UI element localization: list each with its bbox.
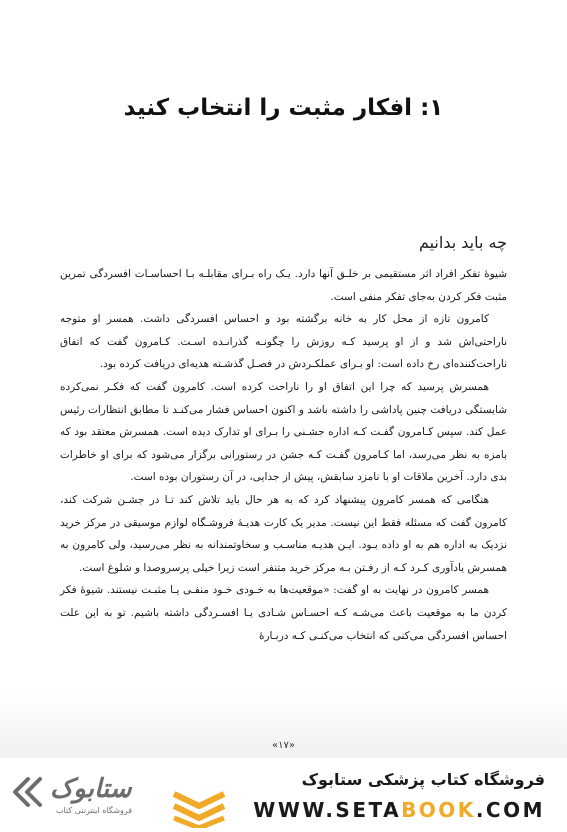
- store-url-link[interactable]: [253, 798, 545, 822]
- logo-wordmark: ستابوک: [50, 774, 132, 804]
- paragraph: همسر کامرون در نهایت به او گفت: «موقعیت‌ها به خـودی خـود منفـی یـا مثبـت نیستند. شیوهٔ فکر کردن ما به موقعیت باعث می‌شـه کـه احسـاس شـادی یـا افسـردگی داشته باشیم. تو به این علت احساس افسردگی می‌کنی که انتخاب می‌کنـی کـه دربـارهٔ: [60, 584, 507, 642]
- paragraph: شیوهٔ تفکر افراد اثر مستقیمی بر خلـق آنها دارد. یـک راه بـرای مقابلـه بـا احساسـات افسردگی تمرین مثبت فکر کردن به‌جای تفکر منفی است.: [60, 268, 507, 303]
- store-logo: [10, 772, 230, 826]
- page-number: «۱۷»: [272, 740, 295, 751]
- paragraph: کامرون تازه از محل کار به خانه برگشته بود و احساس افسردگی داشت. همسر او متوجه ناراحتی‌اش شد و از او پرسید کـه روزش را چگونـه گذرانـده اسـت. کـامرون گفت که اتفاق ناراحت‌کننده‌ای رخ داده است: او بـرای عملکـردش در فصـل گذشـته هدیه‌ای دریافت کرده بود.: [60, 313, 507, 371]
- book-logo-icon: [170, 784, 228, 828]
- store-name: فروشگاه کتاب پزشکی ستابوک: [301, 770, 545, 789]
- paragraph: هنگامی که همسر کامرون پیشنهاد کرد که به هر حال باید تلاش کند تـا در جشـن شرکت کند، کامرون گفت که مسئله فقط این نیست. مدیر یک کارت هدیـهٔ فروشـگاه لوازم موسیقی در مرکز خرید نزدیک به اداره هم به او داده بـود. ایـن هدیـه مناسـب و سخاوتمندانه به نظر می‌رسید، ولی کامرون به همسرش یادآوری کـرد کـه از رفـتن بـه مرکز خرید متنفر است زیرا خیلی پرسروصدا و شلوغ است.: [60, 493, 507, 574]
- url-accent: BOOK: [401, 798, 476, 822]
- paragraph: همسرش پرسید که چرا این اتفاق او را ناراحت کرده است. کامرون گفت که فکـر نمی‌کرده شایستگی دریافت چنین پاداشی را داشته باشد و اکنون احساس فشار می‌کنـد تا مطابق انتظارات رئیس عمل کند. سپس کـامرون گفـت کـه اداره جشـنی را بـرای او تدارک دیده است. همسرش معتقد بود که بامزه به نظر می‌رسد، اما کـامرون گفـت کـه جشن در رستورانی برگزار می‌شود که برای او خاطرات بدی دارد. آخرین ملاقات او با نامزد سابقش، پیش از جدایی، در آن رستوران بوده است.: [60, 380, 507, 484]
- url-prefix: WWW.SETA: [253, 798, 402, 822]
- logo-tagline: فروشگاه اینترنتی کتاب: [56, 806, 133, 815]
- url-suffix: .COM: [475, 798, 545, 822]
- chevrons-icon: [10, 776, 48, 808]
- body-text: [60, 263, 507, 647]
- section-heading: چه باید بدانیم: [418, 233, 507, 252]
- chapter-title: ۱: افکار مثبت را انتخاب کنید: [123, 95, 444, 121]
- store-banner[interactable]: [0, 758, 567, 832]
